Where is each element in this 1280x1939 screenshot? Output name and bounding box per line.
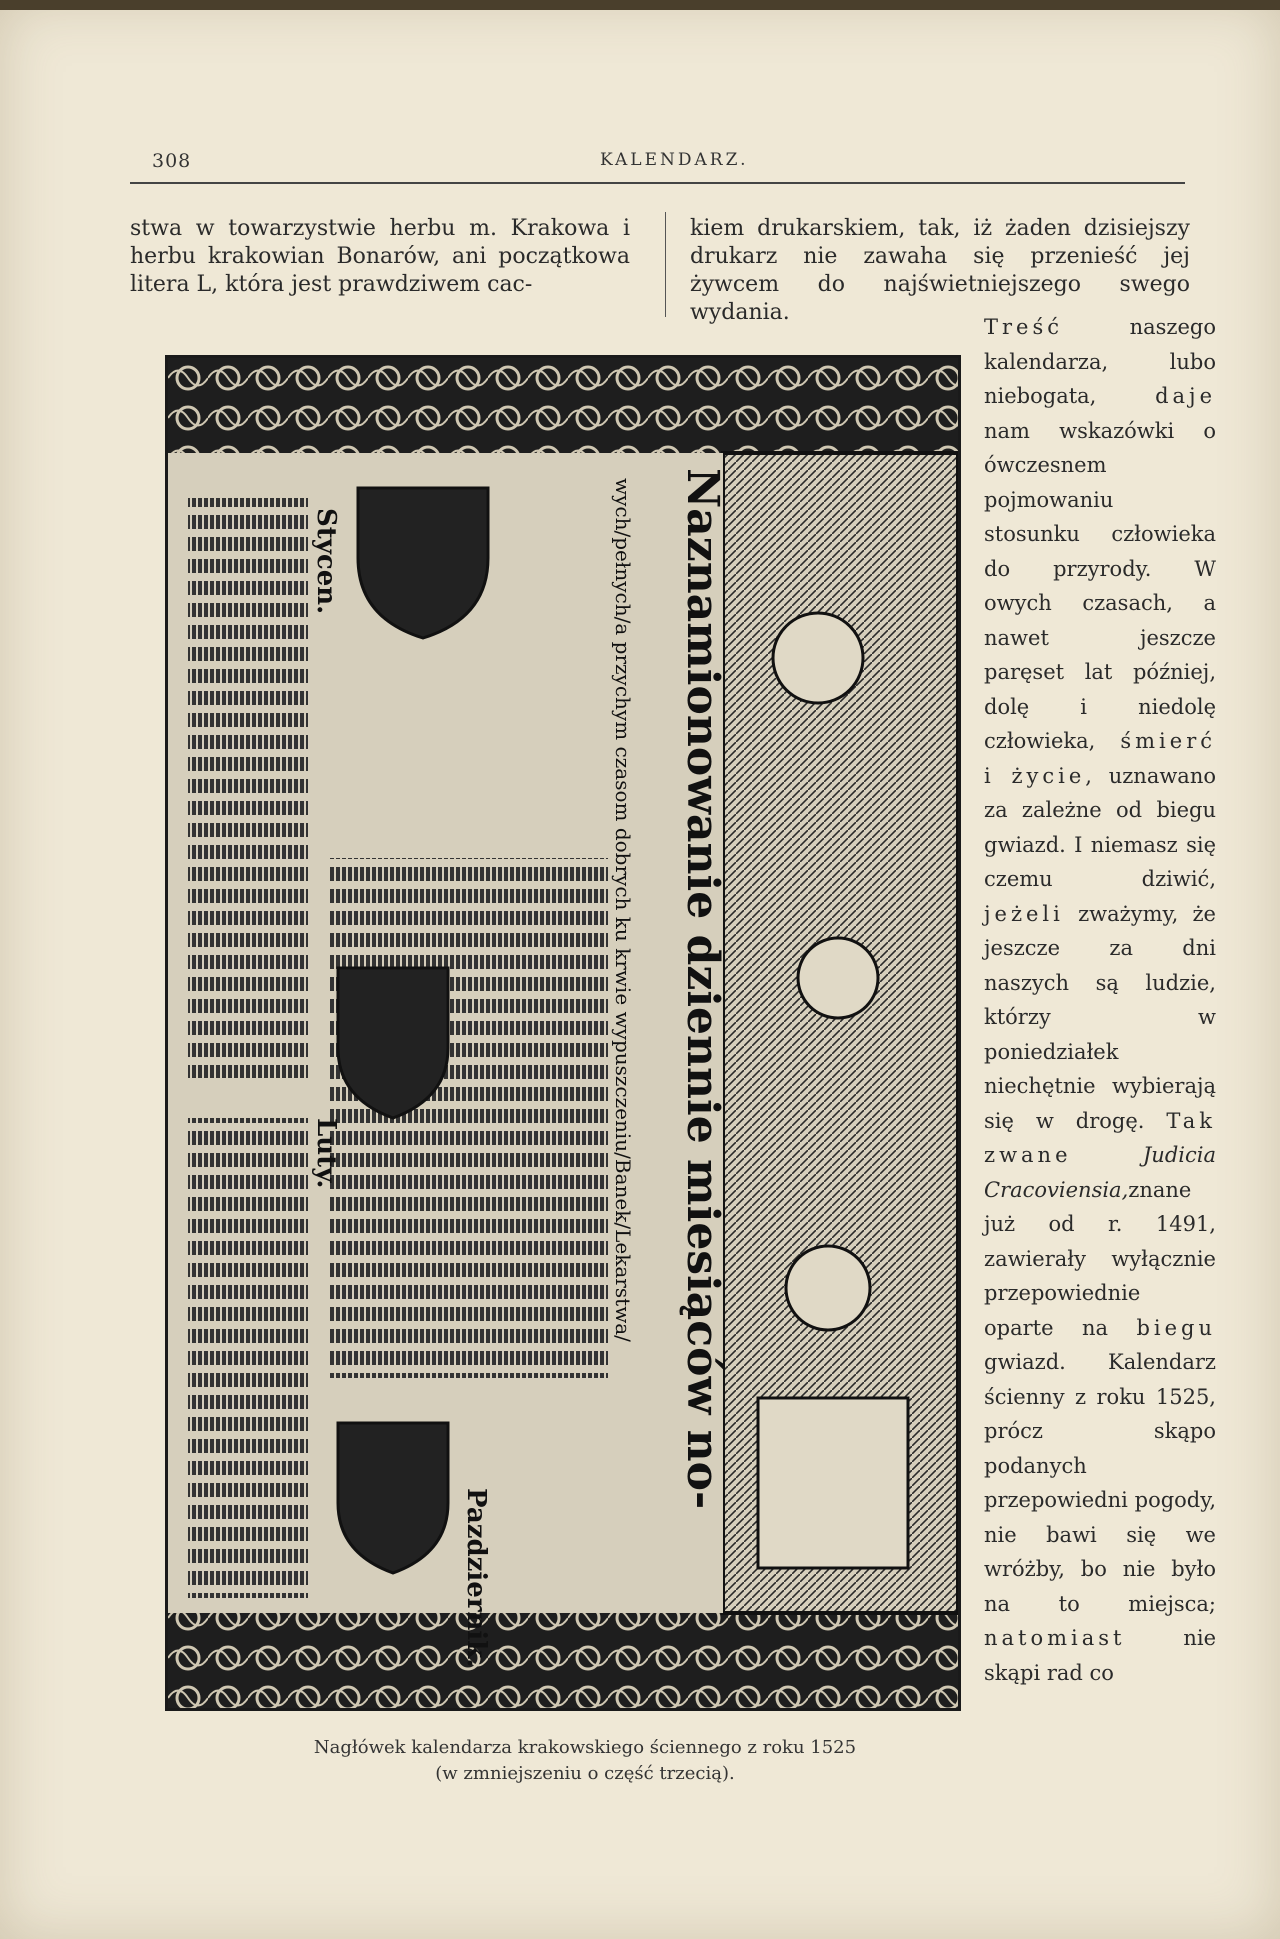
caption-line-1: Nagłówek kalendarza krakowskiego ściennego z roku 1525: [313, 1737, 857, 1758]
lily-arms: [338, 1423, 448, 1573]
column-divider: [665, 212, 666, 317]
side-p5: zważymy, że jeszcze za dni naszych są ludzie, którzy w poniedziałek niechętnie wybierają się w drogę.: [984, 901, 1216, 1133]
month-1: Stycen.: [311, 508, 341, 615]
woodcut-illustration: [168, 358, 958, 1708]
side-p4: uznawano za zależne od biegu gwiazd. I niemasz się czemu dziwić,: [984, 763, 1216, 891]
side-p3: nam wskazówki o ówczesnem pojmowaniu stosunku człowieka do przyrody. W owych czasach, a nawet jeszcze paręset lat później, dolę i niedolę człowieka,: [984, 418, 1216, 753]
left-column-text: stwa w towarzystwie herbu m. Krakowa i herbu krakowian Bonarów, ani początkowa litera L, która jest prawdziwem cac-: [130, 216, 630, 297]
side-spaced-4: biegu: [1136, 1315, 1216, 1340]
rotated-title: Naznamionowanie dziennie miesiąców no-: [677, 468, 728, 1510]
calendar-text-block: [328, 858, 608, 1378]
right-column-text: kiem drukarskiem, tak, iż żaden dzisiejszy drukarz nie zawaha się przenieść jej żywcem do najświetniejszego swego wydania.: [690, 216, 1190, 325]
side-italic: Judicia Cracoviensia,: [984, 1143, 1216, 1202]
caption-line-2: (w zmniejszeniu o część trzecią).: [435, 1763, 735, 1784]
side-spaced-3: Tak zwane: [984, 1108, 1216, 1167]
crown-arms: [358, 488, 488, 638]
eagle-arms: [338, 968, 448, 1118]
month-6: Pazdziernik.: [461, 1488, 491, 1668]
header-rule: [130, 182, 1185, 184]
side-p8: nie skąpi rad co: [984, 1626, 1216, 1685]
side-p1: naszego kalendarza, lubo niebogata,: [984, 315, 1216, 408]
top-edge: [0, 0, 1280, 10]
side-spaced-2: jeżeli: [984, 901, 1064, 926]
ornament-bottom: [168, 1613, 958, 1708]
side-p7: gwiazd. Kalendarz ścienny z roku 1525, prócz skąpo podanych przepowiedni pogody, nie bawi się we wróżby, bo nie było na to miejsca;: [984, 1350, 1216, 1616]
page-number: 308: [152, 150, 192, 172]
calendar-left-block: [188, 498, 308, 1078]
month-2: Luty.: [311, 1118, 341, 1189]
ornament-top: [168, 358, 958, 453]
calendar-woodcut-figure: [165, 355, 961, 1711]
side-spaced-5: natomiast: [984, 1626, 1126, 1650]
side-p6: znane już od r. 1491, zawierały wyłącznie przepowiednie oparte na: [984, 1177, 1216, 1340]
side-column-text: [984, 310, 1216, 1690]
running-title: KALENDARZ.: [600, 150, 749, 170]
side-spaced-daje: daje: [1155, 384, 1216, 408]
page-header: [130, 150, 1180, 178]
side-spaced-1: śmierć i życie,: [984, 729, 1216, 788]
figure-caption: [200, 1735, 970, 1787]
rotated-subtitle: wych/pełnych/a przychym czasom dobrych ku krwie wypuszczeniu/Banek/Lekarstwa/: [611, 478, 635, 1342]
side-lead: Treść: [984, 315, 1064, 339]
calendar-left-block-2: [188, 1118, 308, 1598]
